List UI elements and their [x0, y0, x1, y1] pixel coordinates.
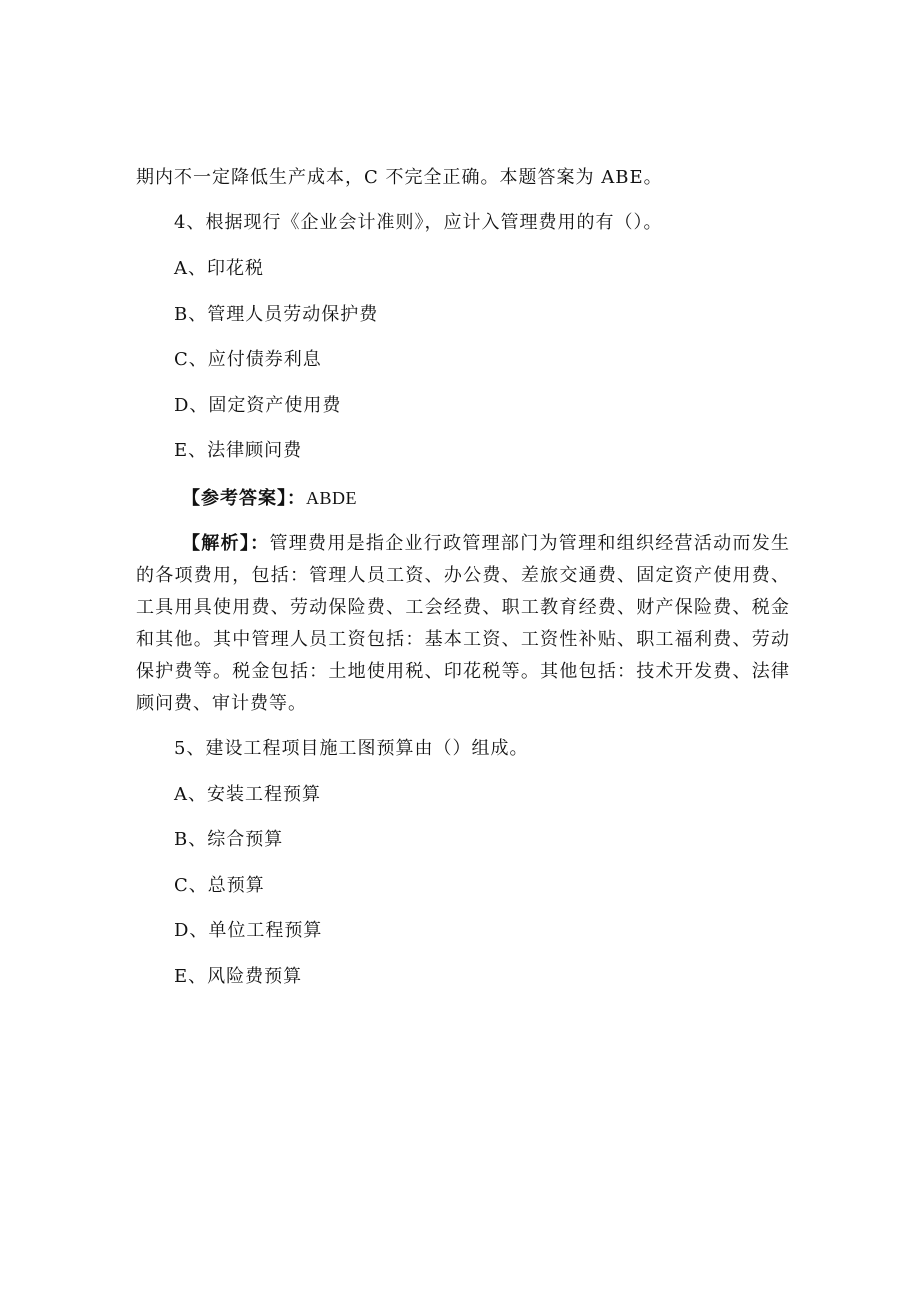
- answer-label: 【参考答案】：: [182, 488, 306, 509]
- question-4-option-d: D、固定资产使用费: [174, 395, 342, 416]
- question-5-option-b: B、综合预算: [174, 829, 284, 850]
- question-5-stem: 5、建设工程项目施工图预算由（）组成。: [174, 738, 529, 759]
- analysis-text: 管理费用是指企业行政管理部门为管理和组织经营活动而发生的各项费用，包括：管理人员工资、办公费、差旅交通费、固定资产使用费、工具用具使用费、劳动保险费、工会经费、职工教育经费、财产保险费、税金和其他。其中管理人员工资包括：基本工资、工资性补贴、职工福利费、劳动保护费等。税金包括：土地使用税、印花税等。其他包括：技术开发费、法律顾问费、审计费等。: [136, 533, 790, 714]
- previous-explanation-continuation: 期内不一定降低生产成本，C 不完全正确。本题答案为 ABE。: [136, 167, 663, 188]
- question-4-option-a: A、印花税: [174, 258, 264, 279]
- analysis-label: 【解析】：: [182, 533, 270, 554]
- question-4-option-e: E、法律顾问费: [174, 440, 303, 461]
- question-5-option-c: C、总预算: [174, 875, 265, 896]
- question-5-option-a: A、安装工程预算: [174, 784, 321, 805]
- question-5-option-e: E、风险费预算: [174, 966, 303, 987]
- question-5-option-d: D、单位工程预算: [174, 920, 323, 941]
- answer-value: ABDE: [306, 488, 357, 508]
- question-4-stem: 4、根据现行《企业会计准则》，应计入管理费用的有（）。: [174, 212, 663, 233]
- question-4-option-c: C、应付债券利息: [174, 349, 322, 370]
- question-4-analysis: [136, 528, 790, 720]
- question-4-option-b: B、管理人员劳动保护费: [174, 304, 379, 325]
- question-4-answer: [182, 486, 357, 511]
